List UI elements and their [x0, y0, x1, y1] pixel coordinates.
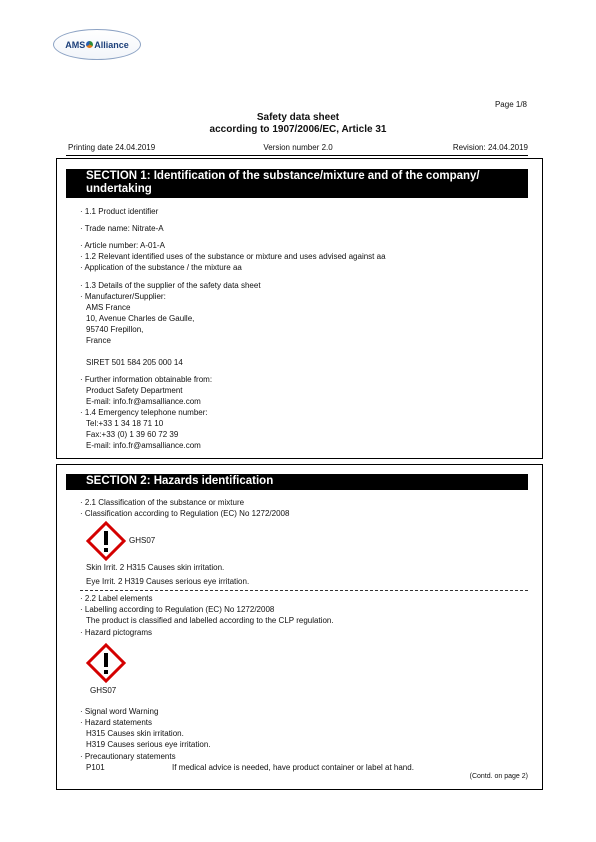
labelling-regulation: · Labelling according to Regulation (EC) No 1272/2008 [80, 605, 275, 614]
hazard-statement: H319 Causes serious eye irritation. [86, 740, 211, 749]
ghs07-code: GHS07 [129, 536, 156, 545]
hazard-pictograms-label: · Hazard pictograms [80, 628, 153, 637]
p101-text: If medical advice is needed, have product container or label at hand. [172, 763, 414, 772]
version-number: Version number 2.0 [263, 143, 333, 152]
application: · Application of the substance / the mixture aa [80, 263, 242, 272]
document-subtitle: according to 1907/2006/EC, Article 31 [209, 124, 387, 135]
signal-word: · Signal word Warning [80, 707, 159, 716]
revision-date: Revision: 24.04.2019 [452, 143, 528, 152]
section-2-heading: SECTION 2: Hazards identification [66, 474, 528, 490]
address-line: 10, Avenue Charles de Gaulle, [86, 314, 195, 323]
supplier-details: · 1.3 Details of the supplier of the safety data sheet [80, 281, 261, 290]
hazard-statement: H315 Causes skin irritation. [86, 729, 184, 738]
ghs07-exclamation-icon [86, 521, 126, 561]
emergency-tel: Tel:+33 1 34 18 71 10 [86, 419, 164, 428]
address-line: 95740 Frepillon, [86, 325, 144, 334]
address-line: France [86, 336, 111, 345]
p101-code: P101 [86, 763, 105, 772]
hazard-statements-label: · Hazard statements [80, 718, 153, 727]
relevant-uses: · 1.2 Relevant identified uses of the substance or mixture and uses advised against aa [80, 252, 386, 261]
clp-statement: The product is classified and labelled according to the CLP regulation. [86, 616, 334, 625]
address-line: AMS France [86, 303, 131, 312]
further-info-label: · Further information obtainable from: [80, 375, 213, 384]
further-info-email: E-mail: info.fr@amsalliance.com [86, 397, 201, 406]
classification-regulation: · Classification according to Regulation (EC) No 1272/2008 [80, 509, 290, 518]
classification-title: · 2.1 Classification of the substance or mixture [80, 498, 245, 507]
article-number: · Article number: A-01-A [80, 241, 165, 250]
logo-globe-icon [86, 41, 93, 48]
ghs07-pictogram-icon [86, 643, 126, 683]
product-identifier: · 1.1 Product identifier [80, 207, 159, 216]
hazard-class-line: Eye Irrit. 2 H319 Causes serious eye irritation. [86, 577, 250, 586]
logo-text-ams: AMS [65, 39, 86, 50]
section-1-heading [66, 169, 528, 198]
emergency-label: · 1.4 Emergency telephone number: [80, 408, 208, 417]
label-elements: · 2.2 Label elements [80, 594, 153, 603]
siret-number: SIRET 501 584 205 000 14 [86, 358, 183, 367]
precautionary-label: · Precautionary statements [80, 752, 176, 761]
manufacturer-label: · Manufacturer/Supplier: [80, 292, 166, 301]
emergency-fax: Fax:+33 (0) 1 39 60 72 39 [86, 430, 179, 439]
hazard-class-line: Skin Irrit. 2 H315 Causes skin irritation. [86, 563, 225, 572]
trade-name: · Trade name: Nitrate-A [80, 224, 164, 233]
section-1-heading-line1: SECTION 1: Identification of the substance/mixture and of the company/ [86, 170, 480, 182]
document-title: Safety data sheet [256, 112, 340, 123]
emergency-email: E-mail: info.fr@amsalliance.com [86, 441, 201, 450]
continued-note: (Contd. on page 2) [469, 773, 528, 780]
company-logo [53, 29, 141, 60]
pictogram-code: GHS07 [90, 686, 117, 695]
section-1-heading-line2: undertaking [86, 183, 152, 195]
printing-date: Printing date 24.04.2019 [68, 143, 156, 152]
further-info-line: Product Safety Department [86, 386, 183, 395]
dashed-divider [80, 590, 528, 591]
page-number: Page 1/8 [494, 100, 527, 109]
header-divider [66, 155, 528, 156]
logo-text-alliance: Alliance [94, 39, 129, 50]
